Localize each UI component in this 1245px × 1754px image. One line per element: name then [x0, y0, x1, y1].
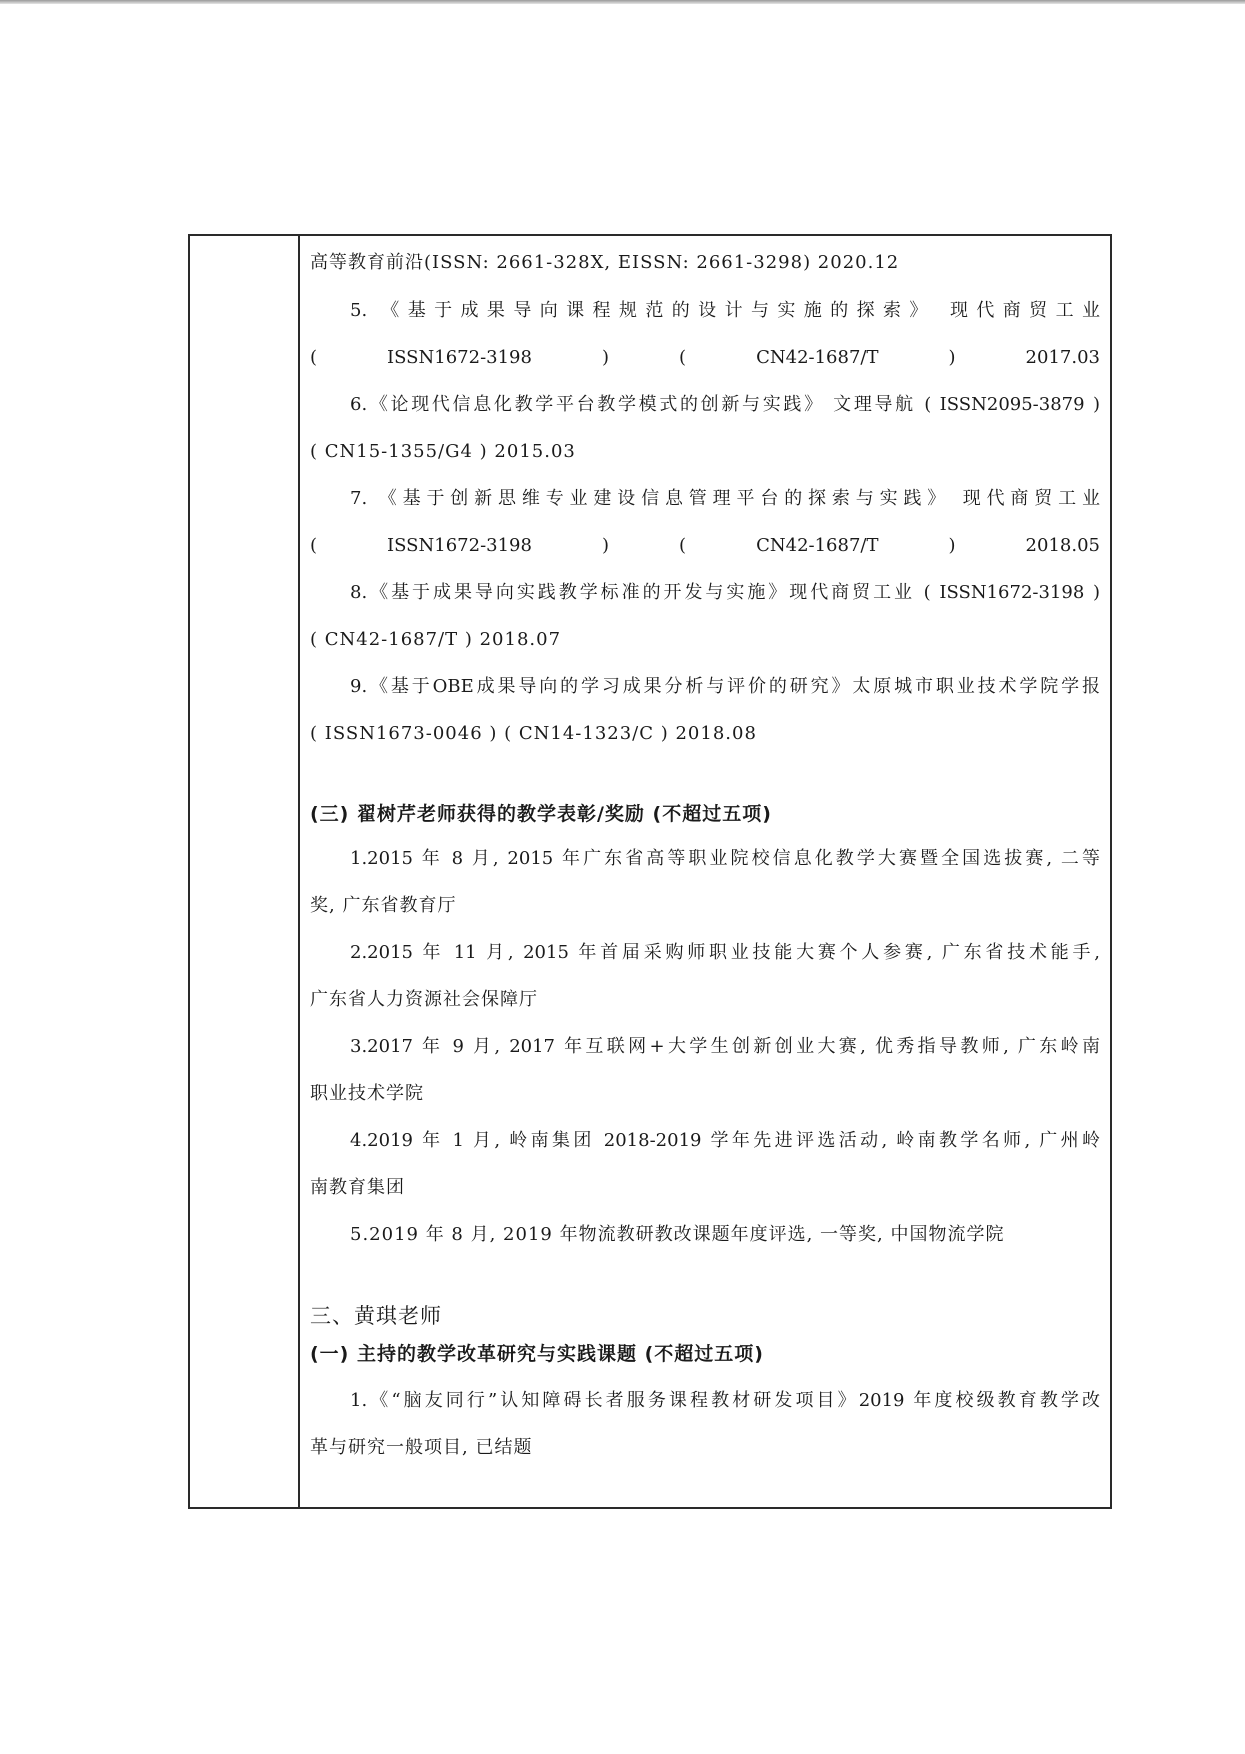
award-line: 1.2015 年 8 月, 2015 年广东省高等职业院校信息化教学大赛暨全国选拔赛, 二等: [350, 848, 1100, 869]
research-heading: (一) 主持的教学改革研究与实践课题 (不超过五项): [310, 1343, 764, 1365]
paper-line: 7. 《基于创新思维专业建设信息管理平台的探索与实践》 现代商贸工业: [350, 488, 1100, 509]
paper-line: ( CN15-1355/G4 ) 2015.03: [310, 441, 576, 462]
paper-line: 高等教育前沿(ISSN: 2661-328X, EISSN: 2661-3298) 2020.12: [310, 252, 900, 273]
paper-line: 6.《论现代信息化教学平台教学模式的创新与实践》 文理导航 ( ISSN2095-3879 ): [350, 394, 1100, 415]
award-line: 3.2017 年 9 月, 2017 年互联网+大学生创新创业大赛, 优秀指导教师, 广东岭南: [350, 1036, 1100, 1057]
award-line: 奖, 广东省教育厅: [310, 895, 457, 916]
awards-heading: (三) 翟树芹老师获得的教学表彰/奖励 (不超过五项): [310, 803, 772, 825]
award-line: 5.2019 年 8 月, 2019 年物流教研教改课题年度评选, 一等奖, 中国物流学院: [350, 1224, 1005, 1245]
scan-top-edge: [0, 0, 1245, 4]
paper-line: 8.《基于成果导向实践教学标准的开发与实施》现代商贸工业 ( ISSN1672-3198 ): [350, 582, 1100, 603]
award-line: 4.2019 年 1 月, 岭南集团 2018-2019 学年先进评选活动, 岭南教学名师, 广州岭: [350, 1130, 1100, 1151]
award-line: 职业技术学院: [310, 1083, 424, 1104]
research-line: 1.《“脑友同行”认知障碍长者服务课程教材研发项目》2019 年度校级教育教学改: [350, 1390, 1100, 1411]
left-label-column: [190, 236, 300, 1507]
award-line: 广东省人力资源社会保障厅: [310, 989, 538, 1010]
paper-line: 5. 《基于成果导向课程规范的设计与实施的探索》 现代商贸工业: [350, 300, 1100, 321]
paper-line: ( CN42-1687/T ) 2018.07: [310, 629, 562, 650]
paper-line: ( ISSN1673-0046 ) ( CN14-1323/C ) 2018.08: [310, 723, 757, 744]
award-line: 2.2015 年 11 月, 2015 年首届采购师职业技能大赛个人参赛, 广东省技术能手,: [350, 942, 1100, 963]
paper-line: ( ISSN1672-3198 ) ( CN42-1687/T ) 2017.03: [310, 347, 1100, 368]
research-line: 革与研究一般项目, 已结题: [310, 1437, 533, 1458]
paper-line: 9.《基于OBE成果导向的学习成果分析与评价的研究》太原城市职业技术学院学报: [350, 676, 1100, 697]
section-title: 三、黄琪老师: [310, 1304, 442, 1328]
paper-line: ( ISSN1672-3198 ) ( CN42-1687/T ) 2018.05: [310, 535, 1100, 556]
form-table: [188, 234, 1112, 1509]
award-line: 南教育集团: [310, 1177, 405, 1198]
